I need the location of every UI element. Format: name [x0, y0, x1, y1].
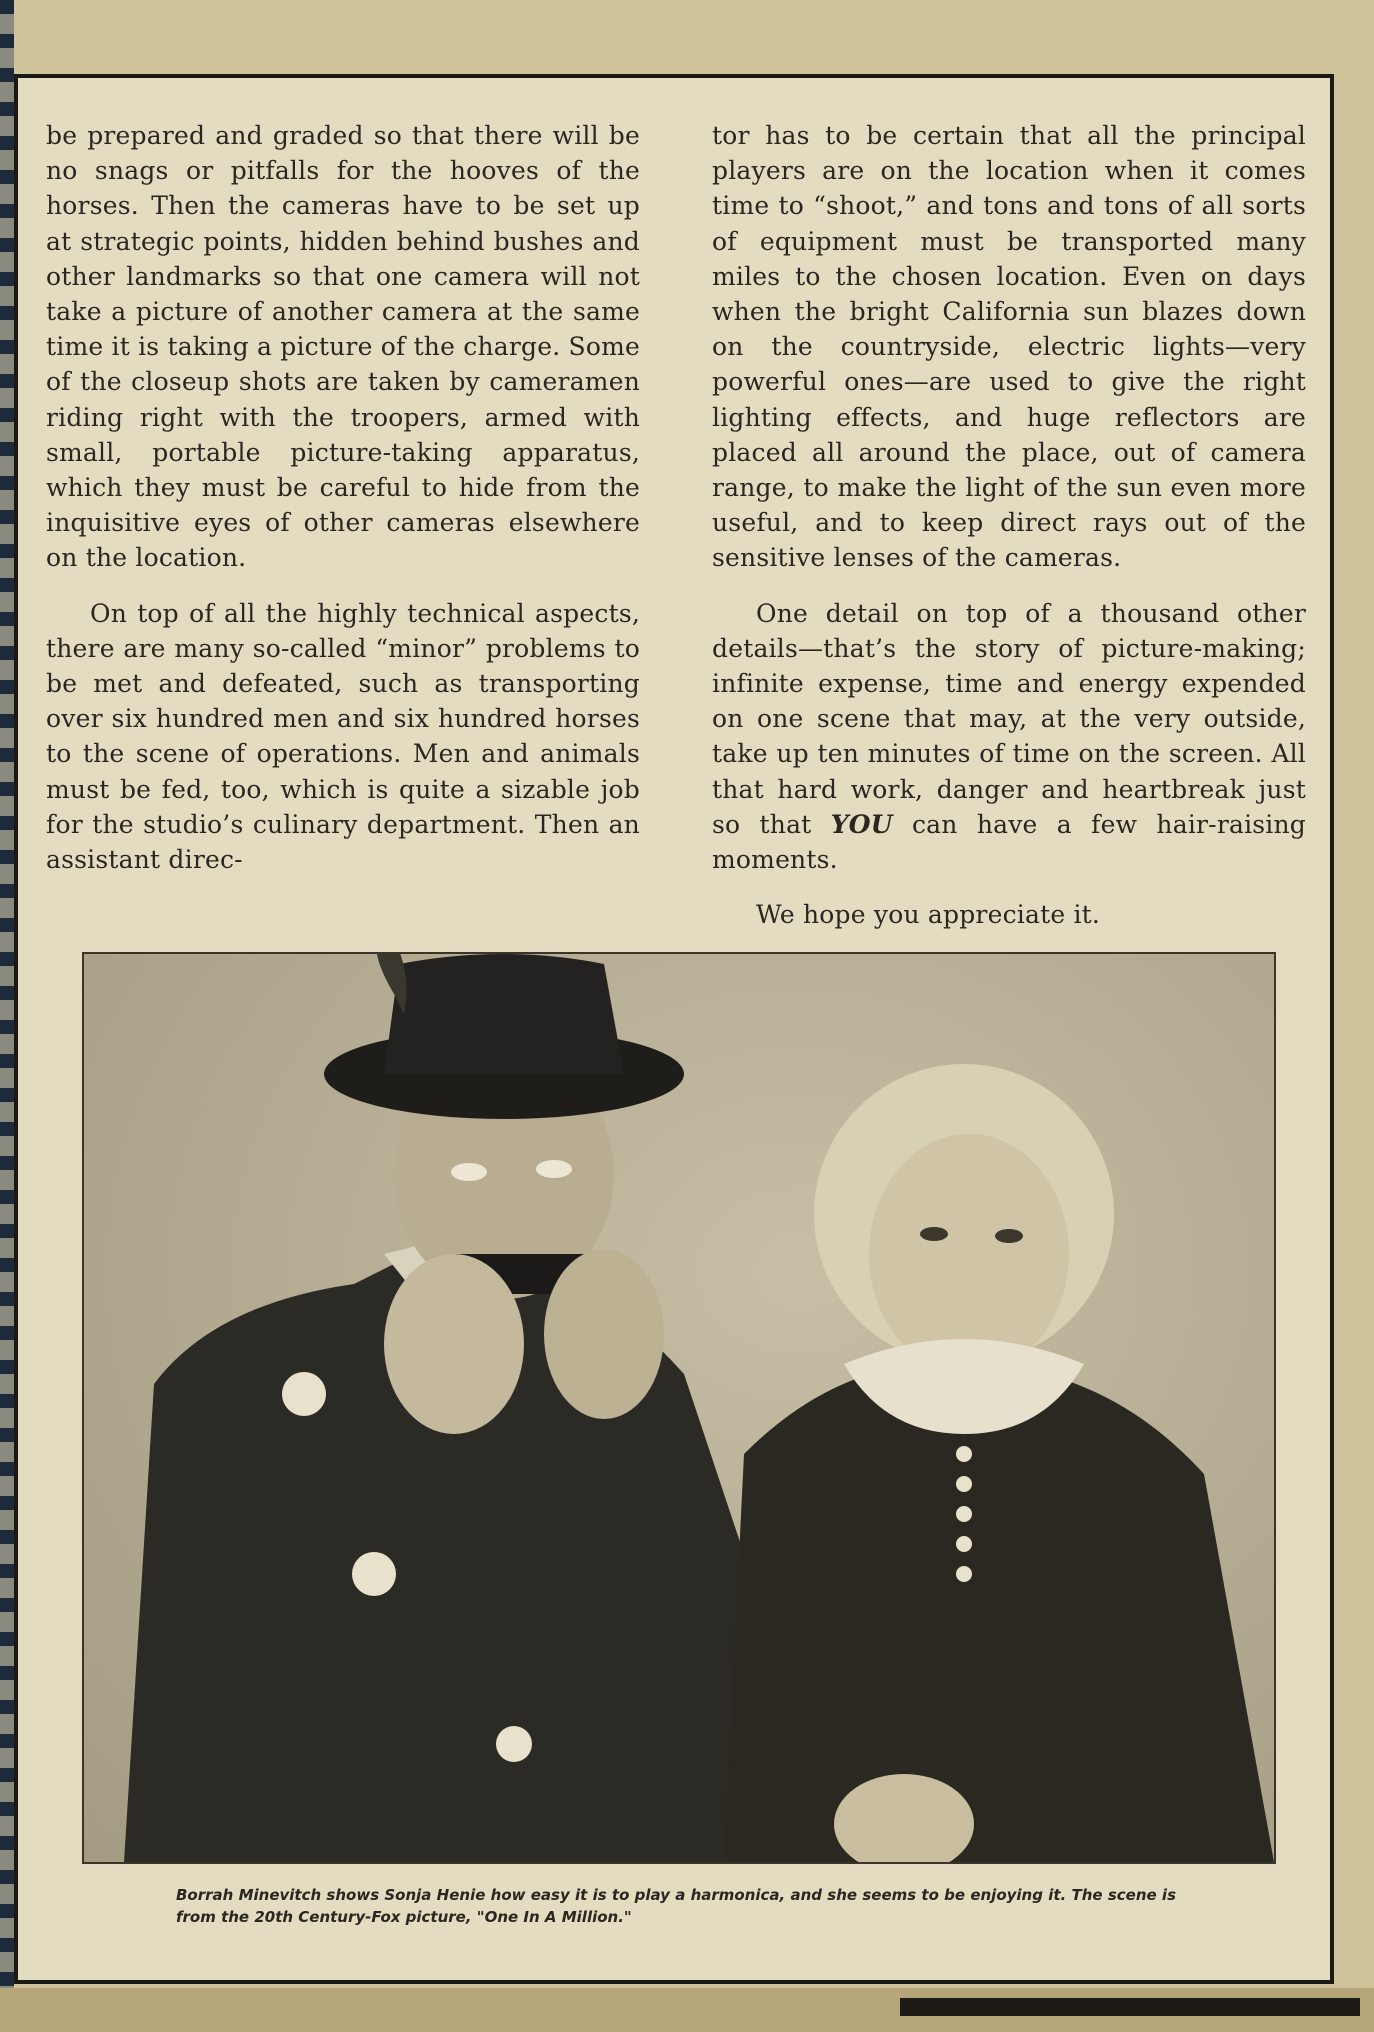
left-text-column: [46, 118, 640, 897]
page-bottom-edge: [0, 1988, 1374, 2032]
photo-caption: Borrah Minevitch shows Sonja Henie how easy it is to play a harmonica, and she seems to be enjoying it. The scene is from the 20th Century-Fox picture, "One In A Million.": [176, 1886, 1176, 1926]
dress-button: [956, 1566, 972, 1582]
woman-dress: [724, 1363, 1274, 1862]
paragraph: be prepared and graded so that there will be no snags or pitfalls for the hooves of the horses. Then the cameras have to be set up at strategic points, hidden behind bushes and other landmarks so that one camera will not take a picture of another camera at the same time it is taking a picture of the charge. Some of the closeup shots are taken by cameramen riding right with the troopers, armed with small, portable picture-taking apparatus, which they must be careful to hide from the inquisitive eyes of other cameras elsewhere on the location.: [46, 121, 640, 573]
spiral-binding: [0, 0, 14, 2032]
ink-bar: [900, 1998, 1360, 2016]
woman-face: [869, 1134, 1069, 1374]
paragraph: [712, 596, 1306, 878]
closing-line: We hope you appreciate it.: [756, 900, 1101, 930]
coat-button: [282, 1372, 326, 1416]
dress-button: [956, 1506, 972, 1522]
dress-button: [956, 1536, 972, 1552]
paragraph: tor has to be certain that all the principal players are on the location when it comes time to “shoot,” and tons and tons of all sorts of equipment must be transported many miles to the chosen location. Even on days when the bright California sun blazes down on the countryside, electric lights—very powerful ones—are used to give the right lighting effects, and huge reflectors are placed all around the place, out of camera range, to make the light of the sun even more useful, and to keep direct rays out of the sensitive lenses of the cameras.: [712, 121, 1306, 573]
dress-button: [956, 1476, 972, 1492]
emphasis-you: YOU: [830, 809, 893, 839]
paragraph-text: can have a few hair-raising moments.: [712, 809, 1307, 875]
paragraph: On top of all the highly technical aspects, there are many so-called “minor” problems to be met and defeated, such as transporting over six hundred men and six hundred horses to the scene of operations. Men and animals must be fed, too, which is quite a sizable job for the studio’s culinary department. Then an assistant direc-: [46, 598, 640, 875]
hat-crown: [384, 954, 624, 1074]
man-eye: [451, 1163, 487, 1181]
man-eye: [536, 1160, 572, 1178]
hat-feather: [376, 954, 407, 1014]
woman-eye: [920, 1227, 948, 1241]
magazine-page: [14, 74, 1334, 1984]
photo-illustration: [84, 954, 1274, 1862]
right-text-column: [712, 118, 1306, 952]
coat-button: [352, 1552, 396, 1596]
man-hand: [544, 1249, 664, 1419]
woman-eye: [995, 1229, 1023, 1243]
man-hand: [384, 1254, 524, 1434]
dress-button: [956, 1446, 972, 1462]
photograph: [82, 952, 1276, 1864]
paragraph-text: One detail on top of a thousand other details—that’s the story of picture-making; infinite expense, time and energy expended on one scene that may, at the very outside, take up ten minutes of time on the screen. All that hard work, danger and heartbreak just so that: [712, 598, 1306, 839]
coat-button: [496, 1726, 532, 1762]
